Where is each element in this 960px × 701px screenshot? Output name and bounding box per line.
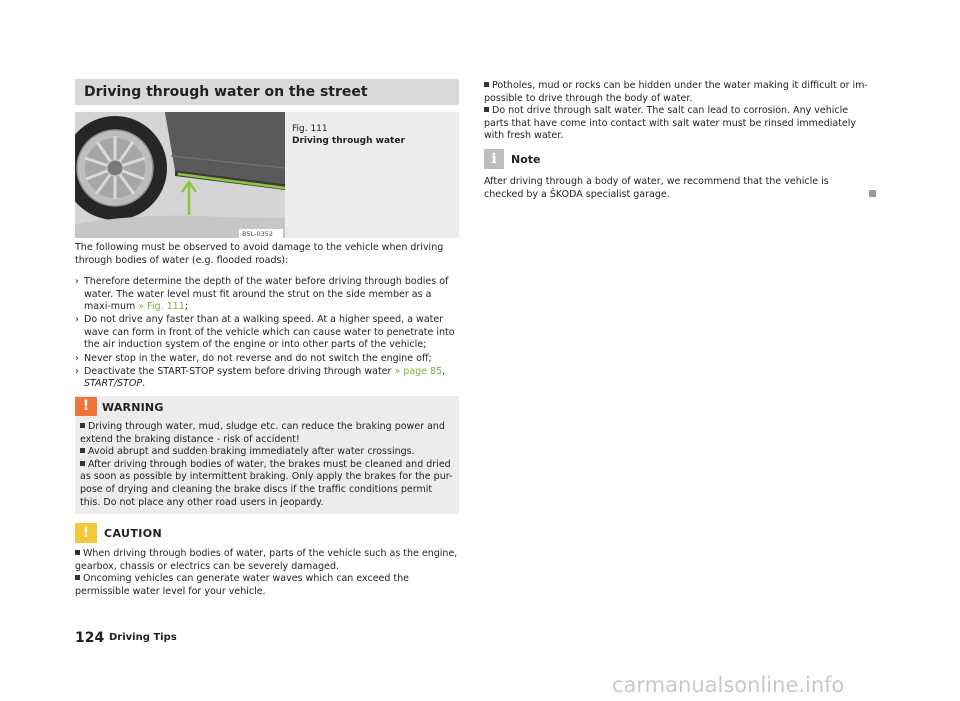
- list-item: [484, 105, 868, 143]
- chevron-right-icon: ›: [75, 314, 79, 326]
- figure-link[interactable]: » Fig. 111: [138, 301, 185, 313]
- square-bullet-icon: [80, 461, 85, 466]
- list-item: [75, 314, 459, 352]
- bullet-text: Therefore determine the depth of the water before driving through bodies of water. The water level must fit around the strut on the side member as a maxi-mum: [84, 276, 449, 313]
- right-column-list: [484, 80, 868, 143]
- warning-item: [80, 446, 455, 459]
- caution-item-text: Oncoming vehicles can generate water waves which can exceed the permissible water level for your vehicle.: [75, 573, 410, 597]
- bullet-period: .: [142, 378, 146, 390]
- start-stop-ref: START/STOP: [84, 378, 143, 390]
- warning-item: [80, 459, 455, 509]
- bullet-text: Never stop in the water, do not reverse and do not switch the engine off;: [84, 352, 432, 364]
- section-end-marker: [869, 190, 876, 197]
- warning-item-text: Avoid abrupt and sudden braking immediately after water crossings.: [88, 446, 415, 458]
- square-bullet-icon: [80, 448, 85, 453]
- bullet-text-end: ,: [442, 365, 446, 377]
- list-item-text: Potholes, mud or rocks can be hidden under the water making it difficult or im-possible to drive through the body of water.: [484, 80, 868, 104]
- instruction-list: [75, 276, 459, 391]
- list-item: [75, 353, 459, 366]
- figure-code: B5L-0352: [242, 230, 273, 238]
- warning-item-text: After driving through bodies of water, the brakes must be cleaned and dried as soon as possible by intermittent braking. Only apply the brakes for the pur-pose of drying and cleaning the brake discs if the traffic conditions permit this. Do not place any other road users in jeopardy.: [80, 458, 453, 508]
- intro-paragraph: The following must be observed to avoid damage to the vehicle when driving through bodies of water (e.g. flooded roads):: [75, 242, 444, 266]
- bullet-text-end: ;: [184, 301, 188, 313]
- page-number: 124: [75, 630, 105, 646]
- watermark: carmanualsonline.info: [612, 673, 845, 697]
- chevron-right-icon: ›: [75, 276, 79, 287]
- caution-icon: !: [75, 523, 97, 543]
- chevron-right-icon: ›: [75, 365, 79, 377]
- list-item: [75, 276, 459, 314]
- warning-title: WARNING: [102, 401, 164, 414]
- warning-item-text: Driving through water, mud, sludge etc. can reduce the braking power and extend the braking distance - risk of accident!: [80, 421, 445, 445]
- list-item: [75, 366, 459, 391]
- note-body: After driving through a body of water, we recommend that the vehicle is checked by a ŠKODA specialist garage.: [484, 176, 829, 200]
- warning-body: [80, 421, 455, 509]
- bullet-text: Do not drive any faster than at a walking speed. At a higher speed, a water wave can form in front of the vehicle which can cause water to penetrate into the air induction system of the engine or into other parts of the vehicle;: [84, 314, 455, 351]
- square-bullet-icon: [484, 107, 489, 112]
- figure-label: [292, 123, 405, 147]
- section-title: Driving through water on the street: [75, 79, 459, 105]
- page-link[interactable]: » page 85: [394, 365, 443, 377]
- note-title: Note: [511, 153, 541, 166]
- figure-111: [75, 112, 459, 238]
- square-bullet-icon: [80, 423, 85, 428]
- warning-item: [80, 421, 455, 446]
- bullet-text: Deactivate the START-STOP system before driving through water: [84, 365, 392, 377]
- chapter-title: Driving Tips: [109, 632, 177, 643]
- warning-icon: !: [75, 397, 97, 416]
- caution-item-text: When driving through bodies of water, parts of the vehicle such as the engine, gearbox, chassis or electrics can be severely damaged.: [75, 548, 458, 572]
- caution-item: [75, 573, 459, 598]
- caution-item: [75, 548, 459, 573]
- list-item-text: Do not drive through salt water. The salt can lead to corrosion. Any vehicle parts that have come into contact with salt water must be rinsed immediately with fresh water.: [484, 105, 857, 142]
- list-item: [484, 80, 868, 105]
- car-wheel-water-illustration: [75, 112, 285, 238]
- info-icon: i: [484, 149, 504, 169]
- figure-number: Fig. 111: [292, 124, 328, 134]
- chevron-right-icon: ›: [75, 352, 79, 364]
- square-bullet-icon: [484, 82, 489, 87]
- figure-caption: Driving through water: [292, 136, 405, 146]
- caution-title: CAUTION: [104, 527, 163, 540]
- caution-body: [75, 548, 459, 598]
- square-bullet-icon: [75, 575, 80, 580]
- square-bullet-icon: [75, 550, 80, 555]
